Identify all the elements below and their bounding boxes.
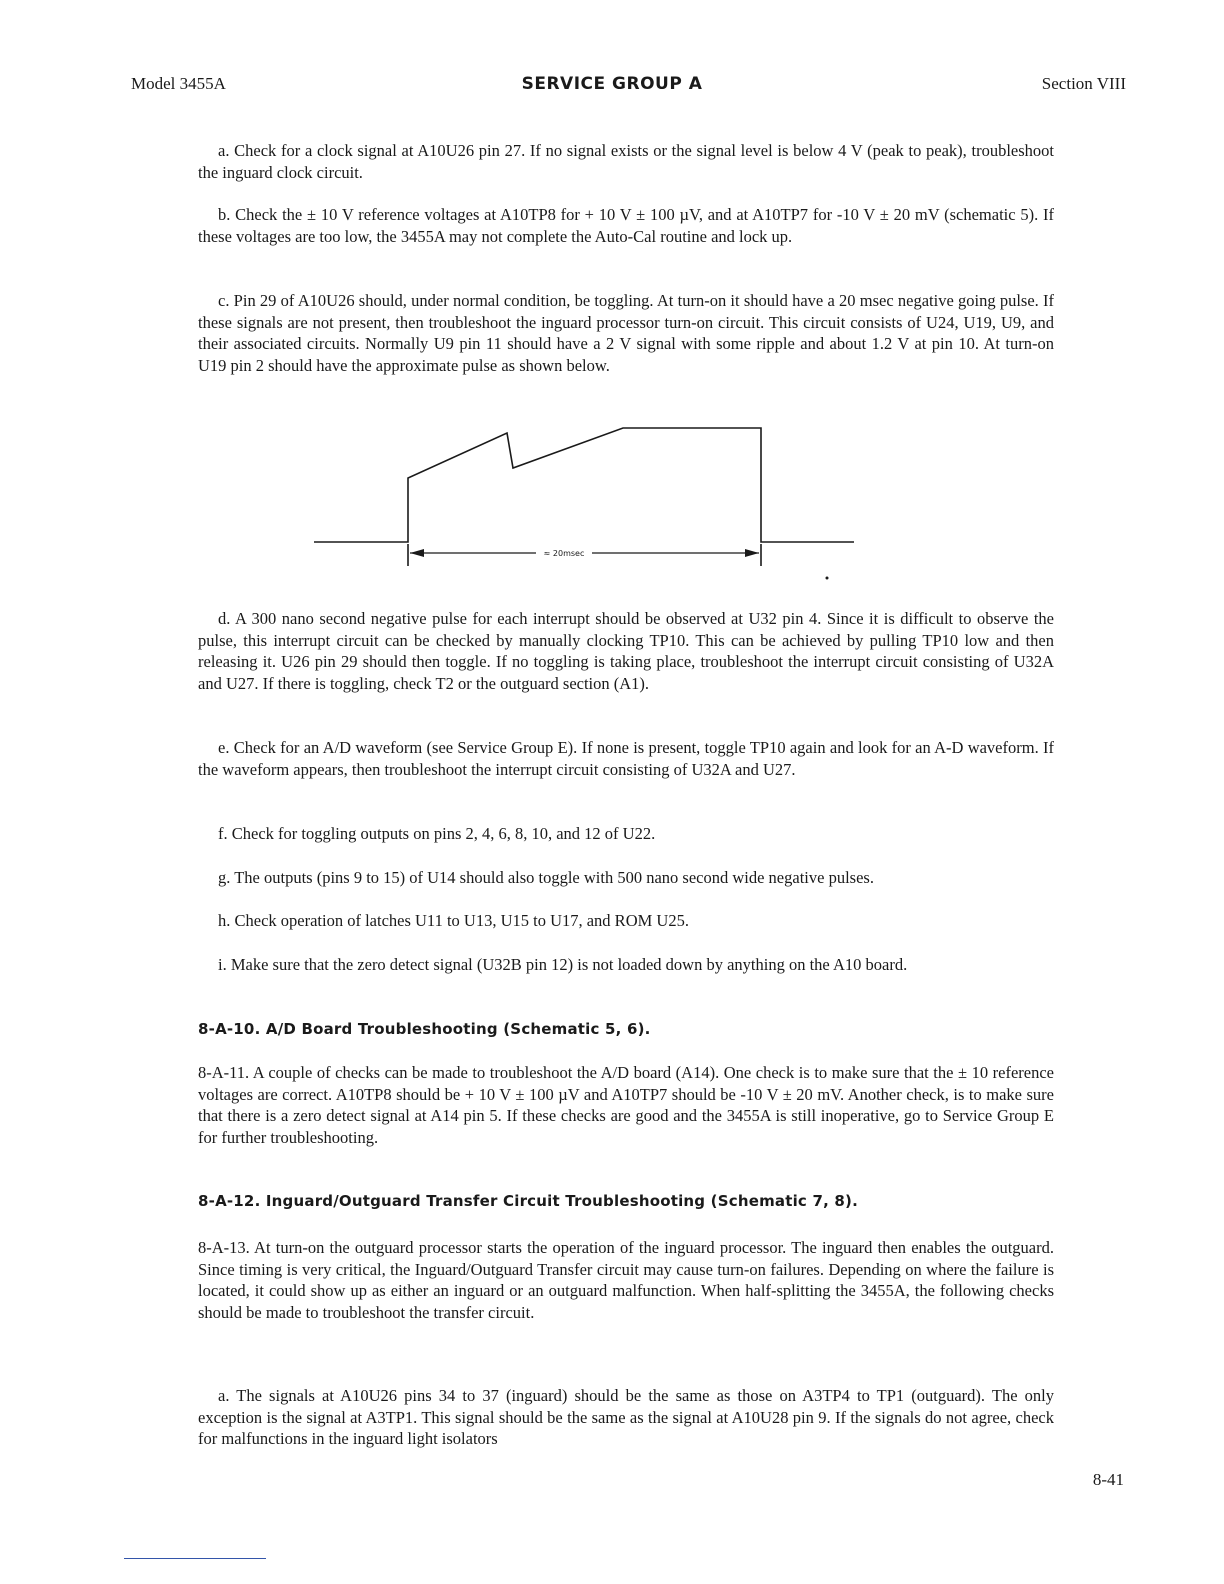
- header-section: Section VIII: [1041, 74, 1126, 93]
- section-heading-8a12: 8-A-12. Inguard/Outguard Transfer Circuit Troubleshooting (Schematic 7, 8).: [198, 1192, 858, 1210]
- pulse-trace: [314, 428, 854, 542]
- step-f-u22-outputs: f. Check for toggling outputs on pins 2, 4, 6, 8, 10, and 12 of U22.: [218, 824, 656, 843]
- section-body-8a11: 8-A-11. A couple of checks can be made to troubleshoot the A/D board (A14). One check is to make sure that the ± 10 reference voltages are correct. A10TP8 should be + 10 V ± 100 µV and A10TP7 should be -10 V ± 20 mV. Another check, is to make sure that there is a zero detect signal at A14 pin 5. If these checks are good and the 3455A is still inoperative, go to Service Group E for further troubleshooting.: [198, 1063, 1054, 1147]
- duration-label: ≈ 20msec: [543, 549, 585, 558]
- section-body-8a13: 8-A-13. At turn-on the outguard processor starts the operation of the inguard processor. The inguard then enables the outguard. Since timing is very critical, the Inguard/Outguard Transfer circuit may cause turn-on failures. Depending on where the failure is located, it could show up as either an inguard or an outguard malfunction. When half-splitting the 3455A, the following checks should be made to troubleshoot the transfer circuit.: [198, 1238, 1054, 1322]
- step-b-reference-voltages: b. Check the ± 10 V reference voltages at A10TP8 for + 10 V ± 100 µV, and at A10TP7 for -10 V ± 20 mV (schematic 5). If these voltages are too low, the 3455A may not complete the Auto-Cal routine and lock up.: [198, 205, 1054, 246]
- footer-rule: [124, 1558, 266, 1559]
- step-g-u14-outputs: g. The outputs (pins 9 to 15) of U14 should also toggle with 500 nano second wide negative pulses.: [218, 868, 874, 887]
- header-model: Model 3455A: [131, 74, 226, 93]
- transfer-step-a-signals: a. The signals at A10U26 pins 34 to 37 (inguard) should be the same as those on A3TP4 to TP1 (outguard). The only exception is the signal at A3TP1. This signal should be the same as the signal at A10U28 pin 9. If the signals do not agree, check for malfunctions in the inguard light isolators: [198, 1386, 1054, 1448]
- step-d-interrupt-pulse: d. A 300 nano second negative pulse for each interrupt should be observed at U32 pin 4. Since it is difficult to observe the pulse, this interrupt circuit can be checked by manually clocking TP10. This can be achieved by pulling TP10 low and then releasing it. U26 pin 29 should then toggle. If no toggling is taking place, troubleshoot the interrupt circuit consisting of U32A and U27. If there is toggling, check T2 or the outguard section (A1).: [198, 609, 1054, 693]
- duration-arrowhead-right: [745, 549, 759, 557]
- step-i-zero-detect: i. Make sure that the zero detect signal (U32B pin 12) is not loaded down by anything on the A10 board.: [218, 955, 908, 974]
- scan-dot: [826, 577, 829, 580]
- step-h-latches: h. Check operation of latches U11 to U13, U15 to U17, and ROM U25.: [218, 911, 689, 930]
- step-c-pin29-toggling: c. Pin 29 of A10U26 should, under normal condition, be toggling. At turn-on it should have a 20 msec negative going pulse. If these signals are not present, then troubleshoot the inguard processor turn-on circuit. This circuit consists of U24, U19, U9, and their associated circuits. Normally U9 pin 11 should have a 2 V signal with some ripple and about 1.2 V at pin 10. At turn-on U19 pin 2 should have the approximate pulse as shown below.: [198, 291, 1054, 375]
- page-number: 8-41: [1092, 1470, 1124, 1489]
- duration-arrowhead-left: [410, 549, 424, 557]
- header-service-group: SERVICE GROUP A: [521, 74, 703, 94]
- section-heading-8a10: 8-A-10. A/D Board Troubleshooting (Schematic 5, 6).: [198, 1020, 651, 1038]
- step-a-clock-check: a. Check for a clock signal at A10U26 pin 27. If no signal exists or the signal level is below 4 V (peak to peak), troubleshoot the inguard clock circuit.: [198, 141, 1054, 182]
- turn-on-pulse-waveform: [310, 420, 870, 590]
- step-e-ad-waveform: e. Check for an A/D waveform (see Service Group E). If none is present, toggle TP10 again and look for an A-D waveform. If the waveform appears, then troubleshoot the interrupt circuit consisting of U32A and U27.: [198, 738, 1054, 779]
